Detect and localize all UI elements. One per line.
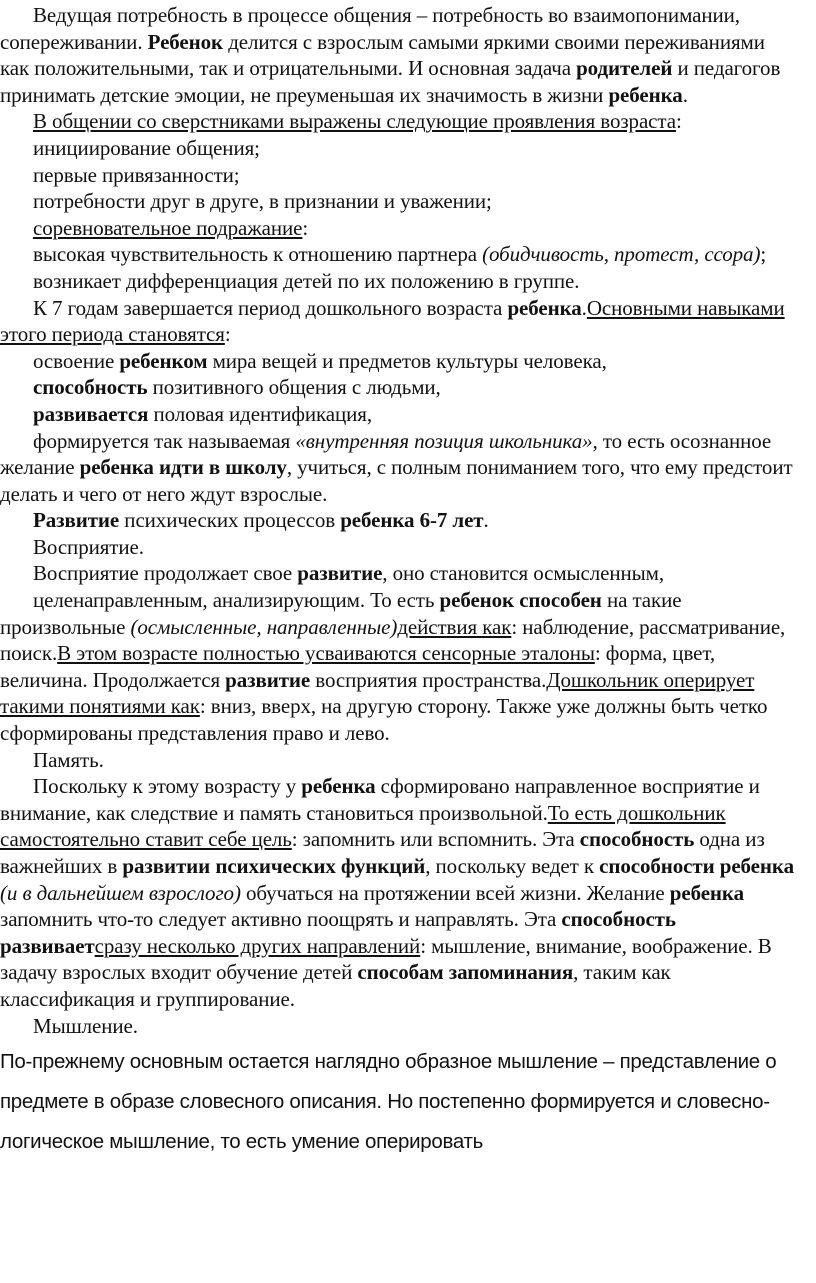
text-run: : мышление, внимание, воображение. В задачу взрослых входит обучение детей — [0, 933, 772, 985]
text-run: : вниз, вверх, на другую сторону. Также уже должны быть четко сформированы представления право и лево. — [0, 694, 768, 746]
paragraph — [0, 162, 794, 189]
bold-text: Развитие — [33, 508, 120, 533]
text-run: целенаправленным, анализирующим. То есть — [33, 588, 440, 613]
text-run: освоение — [33, 348, 120, 373]
closing-paragraph: По-прежнему основным остается наглядно образное мышление – представление о предмете в образе словесного описания. Но постепенно формируется и словесно-логическое мышление, то есть умение оперировать — [0, 1050, 777, 1154]
text-run: высокая чувствительность к отношению партнера — [33, 242, 483, 267]
underlined-text: Дошкольник оперирует такими понятиями как — [0, 667, 755, 719]
bold-text: ребенка — [669, 880, 745, 905]
text-run: : наблюдение, рассматривание, поиск. — [0, 614, 786, 666]
paragraph — [0, 560, 794, 587]
bold-text: ребенка — [608, 82, 683, 107]
underlined-text: То есть дошкольник самостоятельно ставит себе цель — [0, 800, 726, 852]
paragraph — [0, 747, 794, 774]
text-run: , таким как классификация и группирование. — [0, 960, 671, 1011]
text-run: обучаться на протяжении всей жизни. Желание — [240, 880, 670, 905]
text-run: : форма, цвет, величина. Продолжается — [0, 641, 715, 692]
underlined-text: соревновательное подражание — [33, 215, 303, 240]
text-run: Поскольку к этому возрасту у — [33, 774, 302, 799]
text-run: Мышление. — [33, 1013, 138, 1038]
text-run: Память. — [33, 747, 104, 772]
bold-text: ребенка 6-7 лет — [340, 508, 484, 533]
paragraph — [0, 534, 794, 561]
text-run: половая идентификация, — [148, 401, 372, 426]
paragraph — [0, 108, 794, 135]
bold-text: способность развивает — [0, 907, 676, 958]
paragraph — [0, 1013, 794, 1040]
text-run: на такие произвольные — [0, 588, 682, 639]
underlined-text: Основными навыками этого периода становятся — [0, 295, 785, 347]
text-run: сформировано направленное восприятие и внимание, как следствие и память становиться произвольной. — [0, 774, 760, 825]
bold-text: способам запоминания — [357, 960, 574, 985]
text-run: и педагогов принимать детские эмоции, не преуменьшая их значимость в жизни — [0, 56, 781, 107]
text-run: инициирование общения; — [33, 135, 260, 160]
italic-text: (обидчивость, протест, ссора) — [482, 242, 761, 267]
text-run: позитивного общения с людьми, — [147, 375, 441, 400]
text-run: первые привязанности; — [33, 162, 240, 187]
text-run: К 7 годам завершается период дошкольного возраста — [33, 295, 508, 320]
italic-text: (осмысленные, направленные) — [130, 614, 398, 639]
text-run: Восприятие. — [33, 534, 144, 559]
paragraph — [0, 428, 794, 508]
italic-text: «внутренняя позиция школьника» — [295, 428, 593, 453]
bold-text: ребенком — [119, 348, 208, 373]
text-run: одна из важнейших в — [0, 827, 765, 878]
italic-text: (и в дальнейшем взрослого) — [0, 880, 241, 905]
bold-text: развитие — [297, 561, 383, 586]
bold-text: ребенка — [301, 774, 376, 799]
text-run: психических процессов — [119, 508, 341, 533]
text-run: , оно становится осмысленным, — [382, 561, 665, 586]
paragraph — [0, 295, 794, 348]
underlined-text: сразу несколько других направлений — [94, 933, 421, 958]
text-run: , учиться, с полным пониманием того, что ему предстоит делать и чего от него ждут взрослые. — [0, 455, 793, 506]
paragraph — [0, 773, 794, 1012]
text-run: ; — [760, 242, 767, 267]
underlined-text: действия как — [397, 614, 512, 639]
text-run: . — [682, 82, 688, 107]
text-run: : — [675, 109, 682, 134]
text-run: запомнить что-то следует активно поощрять и направлять. Эта — [0, 907, 562, 932]
text-run: делится с взрослым самыми яркими своими переживаниями как положительными, так и отрицательными. И основная задача — [0, 29, 765, 81]
text-run: Восприятие продолжает свое — [33, 561, 298, 586]
text-run: мира вещей и предметов культуры человека, — [207, 348, 607, 373]
text-run: потребности друг в друге, в признании и уважении; — [33, 189, 492, 214]
text-run: , то есть осознанное желание — [0, 428, 772, 480]
text-run: . — [581, 295, 587, 320]
bold-text: ребенок способен — [439, 588, 602, 613]
bold-text: развивается — [33, 401, 149, 426]
paragraph — [0, 241, 794, 268]
bold-text: ребенка — [507, 295, 582, 320]
text-run: : — [302, 215, 309, 240]
text-run: формируется так называемая — [33, 428, 296, 453]
underlined-text: В общении со сверстниками выражены следующие проявления возраста — [33, 109, 676, 134]
bold-text: способность — [33, 375, 148, 400]
text-run: . — [483, 508, 489, 533]
bold-text: ребенка идти в школу — [79, 455, 287, 480]
text-run: возникает дифференциация детей по их положению в группе. — [33, 268, 580, 293]
text-run: , поскольку ведет к — [425, 854, 600, 878]
bold-text: способности ребенка — [599, 854, 794, 878]
text-run: Ведущая потребность в процессе общения – потребность во взаимопонимании, сопереживании. — [0, 3, 740, 54]
paragraph — [0, 188, 794, 215]
paragraph — [0, 215, 794, 242]
paragraph — [0, 268, 794, 295]
paragraph — [0, 401, 794, 428]
underlined-text: В этом возрасте полностью усваиваются сенсорные эталоны — [57, 641, 595, 666]
bold-text: способность — [579, 827, 695, 852]
paragraph — [0, 587, 794, 747]
bold-text: развитие — [225, 667, 311, 692]
paragraph — [0, 135, 794, 162]
paragraph — [0, 2, 794, 108]
bold-text: Ребенок — [147, 29, 224, 54]
paragraph — [0, 374, 794, 401]
text-run: восприятия пространства. — [310, 667, 547, 692]
text-run: : — [224, 322, 231, 347]
paragraph — [0, 348, 794, 375]
document-body — [0, 2, 794, 1039]
bold-text: развитии психических функций — [122, 854, 426, 878]
paragraph — [0, 507, 794, 534]
text-run: : запомнить или вспомнить. Эта — [291, 827, 580, 852]
bold-text: родителей — [576, 56, 673, 81]
